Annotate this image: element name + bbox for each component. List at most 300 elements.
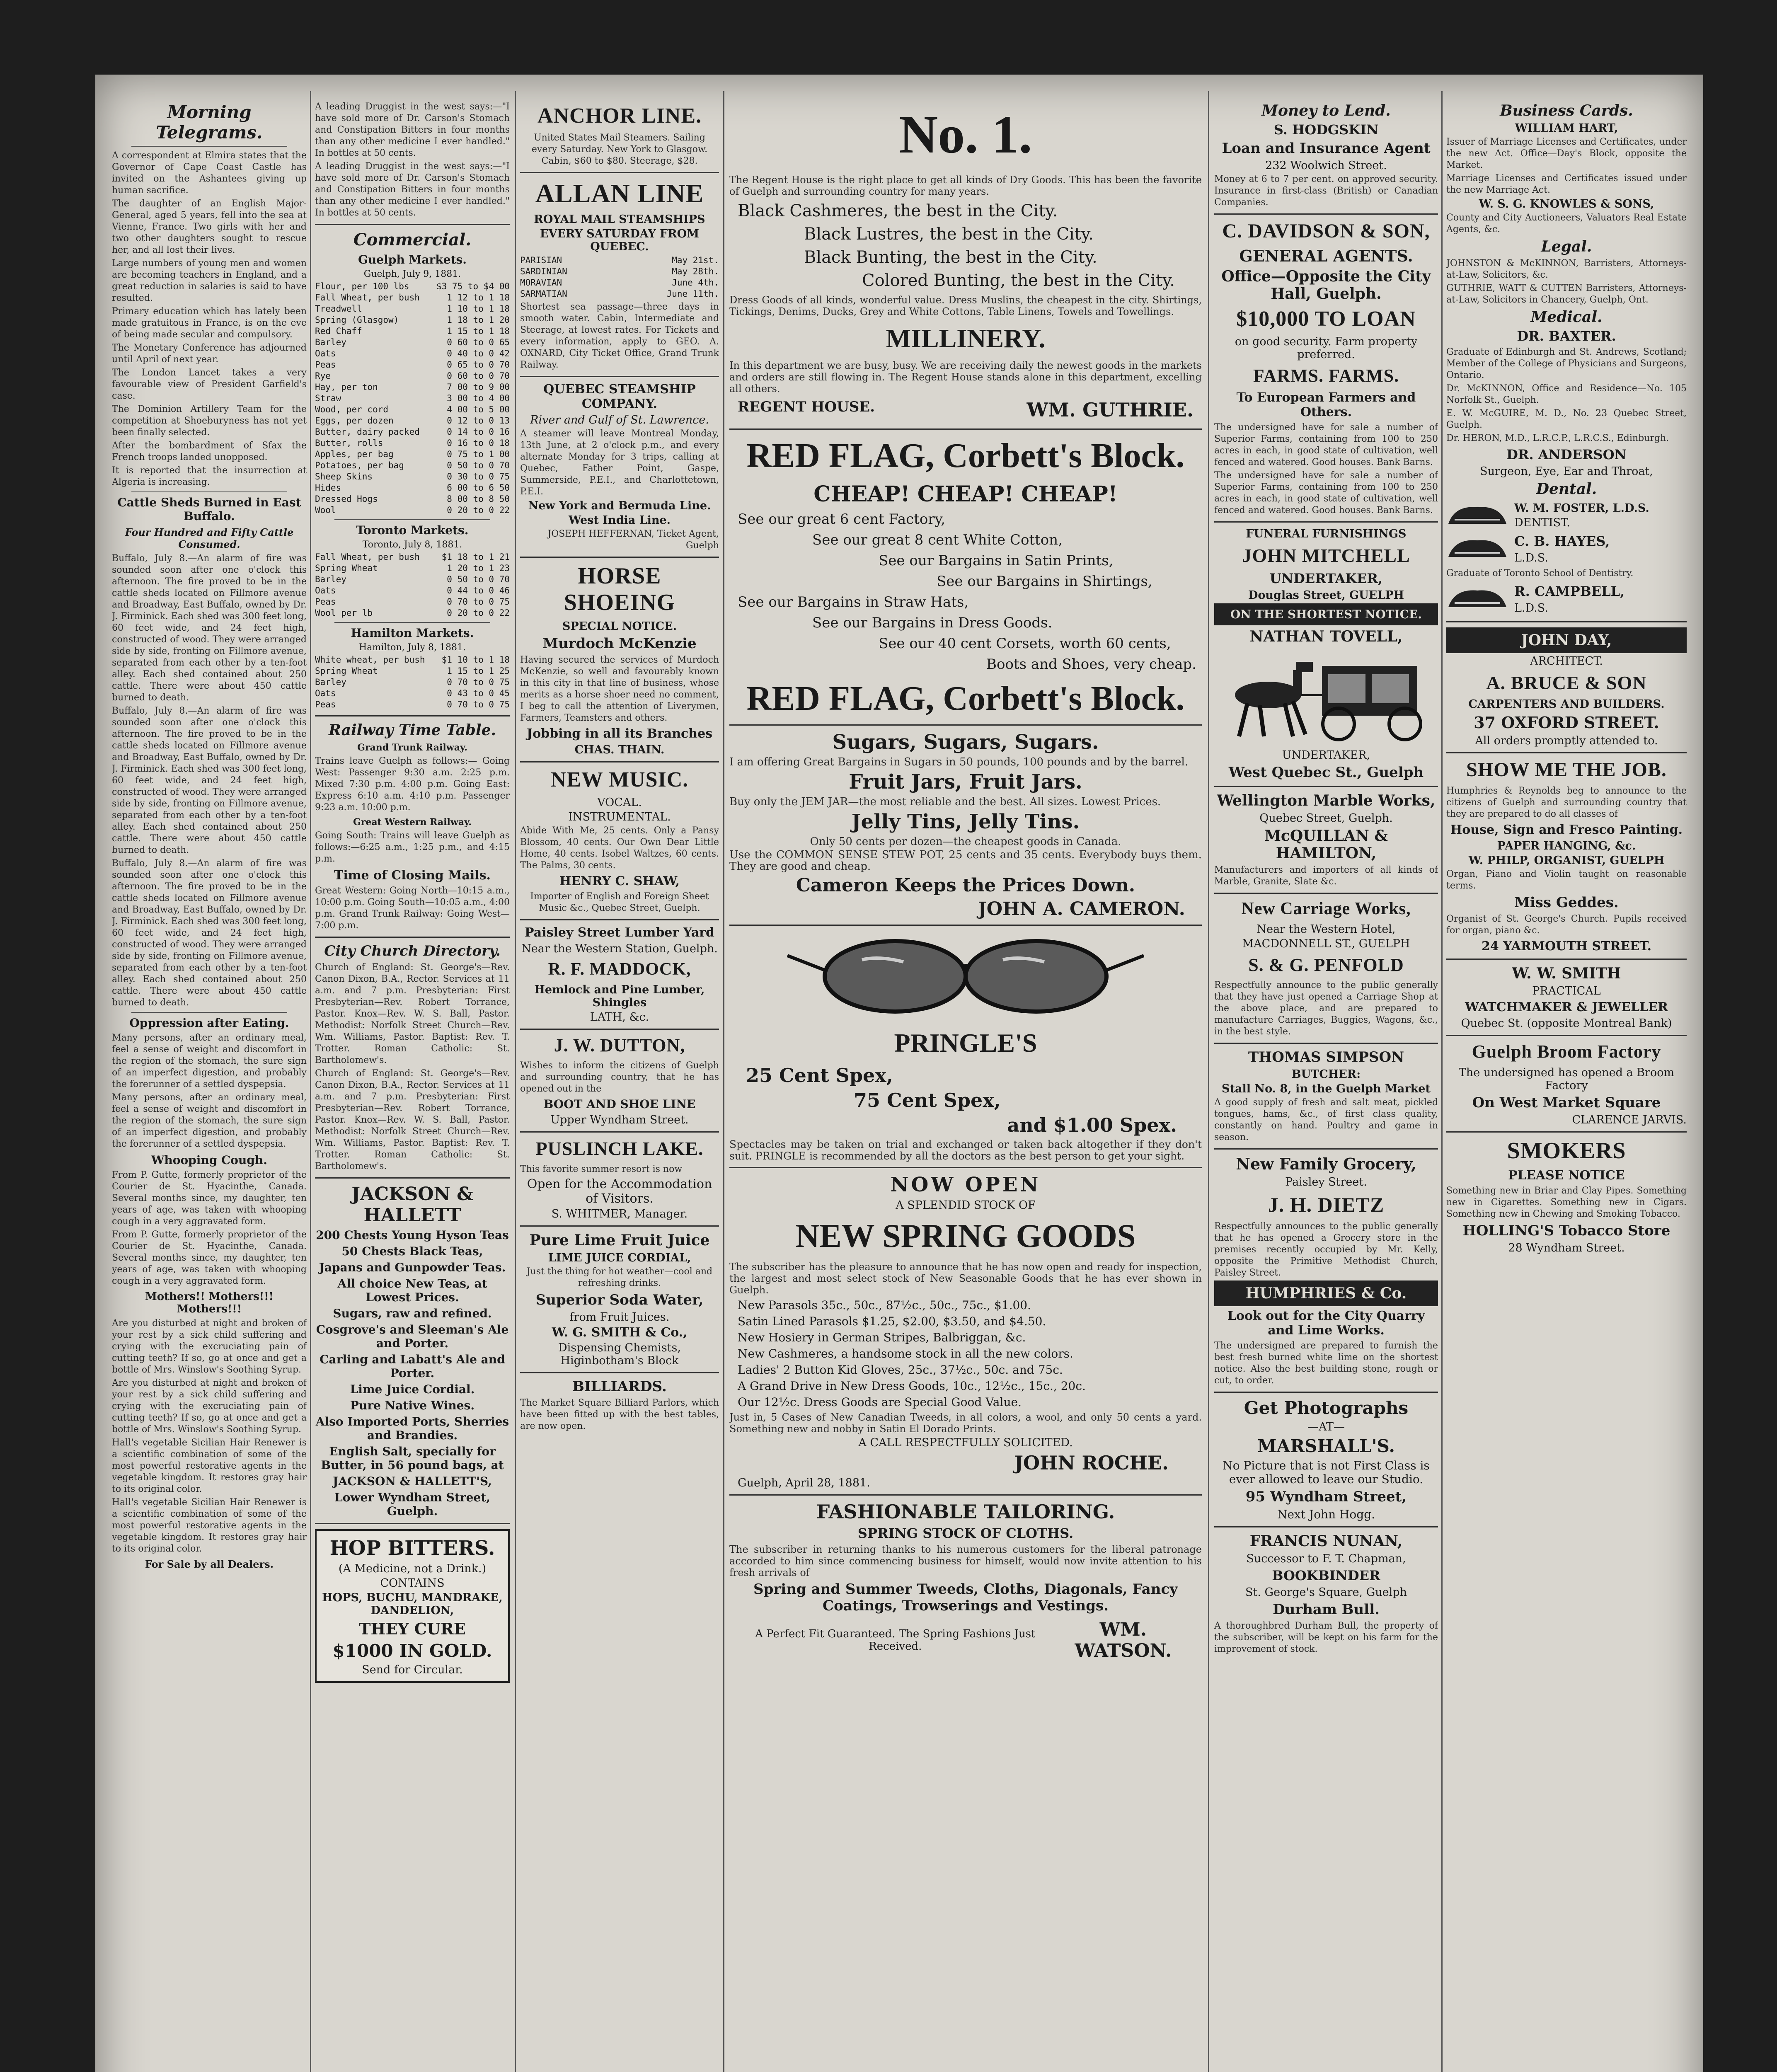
philp-name: W. PHILP, ORGANIST, GUELPH <box>1468 854 1665 867</box>
geddes-text: Organist of St. George's Church. Pupils received for organ, piano &c. <box>1446 914 1687 936</box>
anchor-line-title: ANCHOR LINE. <box>537 104 702 128</box>
market-row <box>315 292 510 303</box>
market-row <box>315 654 510 666</box>
see-line: See our Bargains in Dress Goods. <box>812 615 1053 631</box>
day-name: JOHN DAY, <box>1521 632 1612 649</box>
house-painting: House, Sign and Fresco Painting. <box>1450 823 1683 837</box>
ship-row <box>520 277 719 288</box>
maddock-sub: Hemlock and Pine Lumber, Shingles <box>534 983 705 1009</box>
news-item: It is reported that the insurrection at Algeria is increasing. <box>112 465 307 487</box>
market-row-value: 1 18 to 1 20 <box>447 315 510 325</box>
marble-addr: Quebec Street, Guelph. <box>1259 812 1393 825</box>
footer-note: For Sale by all Dealers. <box>145 1558 274 1570</box>
market-row <box>315 359 510 370</box>
farms-text: The undersigned have for sale a number of Superior Farms, containing from 100 to 250 acres in each, in good state of cultivation, well fenced and watered. Good houses. Bank Barns. <box>1214 422 1438 467</box>
red-flag-title: RED FLAG, Corbett's Block. <box>746 679 1185 718</box>
cameron-name: JOHN A. CAMERON. <box>978 898 1185 920</box>
divider <box>131 1012 287 1013</box>
francis-addr: St. George's Square, Guelph <box>1245 1586 1407 1599</box>
pringle-title: PRINGLE'S <box>894 1028 1037 1058</box>
divider <box>520 1372 719 1373</box>
ship-row-value: May 21st. <box>672 255 719 265</box>
hogg: Next John Hogg. <box>1277 1508 1375 1521</box>
market-row <box>315 449 510 460</box>
splendid: A SPLENDID STOCK OF <box>896 1199 1036 1212</box>
column-dry-goods <box>729 99 1202 1664</box>
divider <box>520 761 719 762</box>
bookbinder: BOOKBINDER <box>1272 1568 1380 1583</box>
loan-amount-sub: on good security. Farm property preferred. <box>1235 335 1418 361</box>
market-row-value: 0 75 to 1 00 <box>447 449 510 459</box>
market-row <box>315 574 510 585</box>
market-row <box>315 303 510 315</box>
please-notice: PLEASE NOTICE <box>1508 1168 1625 1183</box>
divider <box>520 1029 719 1030</box>
tovell-name: NATHAN TOVELL, <box>1249 628 1403 645</box>
column-agents <box>1214 99 1438 1657</box>
spring-goods-title: NEW SPRING GOODS <box>795 1218 1136 1254</box>
horse-shoeing-title: HORSE SHOEING <box>564 563 675 615</box>
ship-row <box>520 266 719 277</box>
jh-line: Lower Wyndham Street, Guelph. <box>334 1491 490 1518</box>
news-item: After the bombardment of Sfax the French troops landed unopposed. <box>112 441 307 462</box>
johnston-text: JOHNSTON & McKINNON, Barristers, Attorneys-at-Law, Solicitors, &c. <box>1446 258 1687 280</box>
divider <box>315 224 510 225</box>
market-row-label: Apples, per bag <box>315 449 394 459</box>
article-body: Many persons, after an ordinary meal, feel a sense of weight and discomfort in the region of the stomach, the sure sign of an imperfect digestion, and probably the forerunner of a settled dyspepsia. <box>112 1092 307 1149</box>
spex-75: 75 Cent Spex, <box>854 1089 1001 1111</box>
market-row-value: $1 10 to 1 18 <box>441 655 510 665</box>
section-title: Railway Time Table. <box>328 721 496 739</box>
market-row <box>315 677 510 688</box>
jars-title: Fruit Jars, Fruit Jars. <box>849 770 1082 794</box>
geddes-name: Miss Geddes. <box>1514 894 1619 911</box>
hop-title: HOP BITTERS. <box>329 1537 495 1560</box>
market-row-value: 0 40 to 0 42 <box>447 349 510 358</box>
divider <box>520 376 719 377</box>
section-title: City Church Directory. <box>324 943 501 959</box>
practical: PRACTICAL <box>1532 985 1601 997</box>
chas-thain: CHAS. THAIN. <box>574 743 665 756</box>
lime-text: Just the thing for hot weather—cool and refreshing drinks. <box>526 1266 713 1288</box>
news-item: Primary education which has lately been made gratuitous in France, is on the eve of being made secular and compulsory. <box>112 306 307 340</box>
smith-name: W. G. SMITH & Co., <box>552 1325 688 1340</box>
farms-title: FARMS. FARMS. <box>1253 366 1399 386</box>
market-row-value: 7 00 to 9 00 <box>447 382 510 392</box>
news-item: The London Lancet takes a very favourable view of President Garfield's case. <box>112 368 307 401</box>
jars-text: Buy only the JEM JAR—the most reliable and the best. All sizes. Lowest Prices. <box>729 796 1161 808</box>
carriage-addr: MACDONNELL ST., GUELPH <box>1242 937 1410 950</box>
ship-row-value: June 4th. <box>672 278 719 288</box>
market-row <box>315 326 510 337</box>
market-row <box>315 608 510 619</box>
column-business-cards <box>1446 99 1687 1256</box>
section-title: Morning Telegrams. <box>156 102 263 143</box>
column-rule <box>515 91 516 2072</box>
marble-title: Wellington Marble Works, <box>1217 792 1436 809</box>
general-agents: GENERAL AGENTS. <box>1239 247 1413 265</box>
durham-text: A thoroughbred Durham Bull, the property of the subscriber, will be kept on his farm for the improvement of stock. <box>1214 1621 1438 1654</box>
regent-line: Colored Bunting, the best in the City. <box>862 271 1175 290</box>
market-row-label: Barley <box>315 574 346 584</box>
spring-more: Just in, 5 Cases of New Canadian Tweeds, in all colors, a wool, and only 50 cents a yard. Something new and nobby in Satin El Dorado Prints. <box>729 1411 1202 1435</box>
hayes-card <box>1446 531 1687 566</box>
see-line: See our Bargains in Straw Hats, <box>738 594 969 610</box>
market-row <box>315 585 510 596</box>
puslinch-text: This favorite summer resort is now <box>520 1164 683 1174</box>
hop-sub: (A Medicine, not a Drink.) <box>338 1562 487 1575</box>
divider <box>315 1523 510 1524</box>
market-row <box>315 281 510 292</box>
hop-contains: CONTAINS <box>380 1577 445 1590</box>
spring-line: New Hosiery in German Stripes, Balbriggan, &c. <box>738 1331 1026 1344</box>
divider <box>1214 1043 1438 1044</box>
spring-line: Our 12½c. Dress Goods are Special Good Value. <box>738 1395 1022 1409</box>
market-row-label: Wool <box>315 505 336 515</box>
foster-name: W. M. FOSTER, L.D.S. <box>1514 502 1649 515</box>
teeth-icon <box>1446 586 1508 611</box>
article-body: From P. Gutte, formerly proprietor of the Courier de St. Hyacinthe, Canada. Several months since, my daughter, ten years of age, was taken with whooping cough in a very aggravated form. <box>112 1170 307 1227</box>
market-row-label: Peas <box>315 360 336 370</box>
marshall-name: MARSHALL'S. <box>1257 1436 1395 1456</box>
hop-bitters-ad <box>315 1529 510 1683</box>
call-solicited: A CALL RESPECTFULLY SOLICITED. <box>858 1436 1073 1449</box>
allan-text: Shortest sea passage—three days in smooth water. Cabin, Intermediate and Steerage, at lowest rates. For Tickets and every information, apply to GEO. A. OXNARD, City Ticket Office, Grand Trunk Railway. <box>520 302 719 370</box>
market-row-value: 3 00 to 4 00 <box>447 393 510 403</box>
heron-text: Dr. HERON, M.D., L.R.C.P., L.R.C.S., Edinburgh. <box>1446 433 1669 443</box>
penfold-text: Respectfully announce to the public generally that they have just opened a Carriage Shop at the above place, and are prepared to manufacture Carriages, Buggies, Wagons, &c., in the best style. <box>1214 980 1438 1037</box>
market-row-value: 0 12 to 0 13 <box>447 416 510 426</box>
mcquillan-name: McQUILLAN & HAMILTON, <box>1264 827 1388 862</box>
loan-text: Money at 6 to 7 per cent. on approved security. Insurance in first-class (British) or Canadian Companies. <box>1214 174 1438 208</box>
regent-line: Black Bunting, the best in the City. <box>804 248 1097 267</box>
market-row-value: $1 18 to 1 21 <box>441 552 510 562</box>
divider <box>1214 521 1438 523</box>
divider <box>1214 1526 1438 1527</box>
church-text: Church of England: St. George's—Rev. Canon Dixon, B.A., Rector. Services at 11 a.m. and 7 p.m. Presbyterian: First Presbyterian—Rev. Robert Torrance, Pastor. Knox—Rev. W. S. Ball, Pastor. Methodist: Norfolk Street Church—Rev. Wm. Williams, Pastor. Baptist: Rev. T. Trotter. Roman Catholic: St. Bartholomew's. <box>315 1068 510 1172</box>
jh-line: Pure Native Wines. <box>350 1399 475 1412</box>
special-notice: SPECIAL NOTICE. <box>562 620 677 633</box>
jobbing: Jobbing in all its Branches <box>526 726 713 741</box>
campbell-sub: L.D.S. <box>1514 602 1548 615</box>
soda-title: Superior Soda Water, <box>535 1292 704 1308</box>
jackson-hallett-ad <box>315 1228 510 1518</box>
market-row-label: Peas <box>315 597 336 607</box>
jelly-title: Jelly Tins, Jelly Tins. <box>851 810 1080 833</box>
article-subhead: Four Hundred and Fifty Cattle Consumed. <box>125 526 294 550</box>
stall-text: A good supply of fresh and salt meat, pickled tongues, hams, &c., of first class quality, constantly on hand. Poultry and game in season. <box>1214 1097 1438 1143</box>
market-row-label: Dressed Hogs <box>315 494 378 504</box>
divider <box>1446 1131 1687 1133</box>
divider <box>1214 893 1438 894</box>
market-row-value: 0 70 to 0 75 <box>447 700 510 709</box>
market-row <box>315 382 510 393</box>
photos-at: —AT— <box>1307 1421 1345 1433</box>
divider <box>520 919 719 920</box>
bruce-text: All orders promptly attended to. <box>1475 734 1658 747</box>
bermuda-line: New York and Bermuda Line. <box>528 499 711 512</box>
simpson-butcher: BUTCHER: <box>1291 1068 1361 1081</box>
tailoring-title: FASHIONABLE TAILORING. <box>816 1501 1115 1523</box>
ship-row-label: SARDINIAN <box>520 266 567 276</box>
article-body: Many persons, after an ordinary meal, feel a sense of weight and discomfort in the region of the stomach, the sure sign of an imperfect digestion, and probably the forerunner of a settled dyspepsia. <box>112 1033 307 1089</box>
market-row <box>315 688 510 699</box>
hayes-sub: L.D.S. <box>1514 552 1548 564</box>
foster-card <box>1446 500 1687 531</box>
wsmith-name: W. W. SMITH <box>1512 965 1621 982</box>
tailor-text: The subscriber in returning thanks to his numerous customers for the liberal patronage accorded to him since commencing business for himself, would now invite attention to his fresh arrivals of <box>729 1544 1202 1578</box>
billiards-text: The Market Square Billiard Parlors, which have been fitted up with the best tables, are now open. <box>520 1398 719 1431</box>
broom-title: Guelph Broom Factory <box>1472 1041 1661 1062</box>
market-row-value: 0 30 to 0 75 <box>447 472 510 482</box>
paper-hanging: PAPER HANGING, &c. <box>1497 840 1636 852</box>
divider <box>729 925 1202 926</box>
market-row-value: 0 44 to 0 46 <box>447 586 510 595</box>
ships-table <box>520 255 719 300</box>
watson-name: WM. WATSON. <box>1075 1619 1172 1661</box>
hearse-icon <box>1223 649 1430 745</box>
millinery-title: MILLINERY. <box>886 324 1046 353</box>
spex-text: Spectacles may be taken on trial and exchanged or taken back altogether if they don't suit. PRINGLE is recommended by all the doctors as the best person to get your sight. <box>729 1138 1202 1162</box>
cloths-title: SPRING STOCK OF CLOTHS. <box>857 1525 1074 1541</box>
guthrie-text: GUTHRIE, WATT & CUTTEN Barristers, Attorneys-at-Law, Solicitors in Chancery, Guelph, Ont. <box>1446 283 1687 305</box>
mitchell-name: JOHN MITCHELL <box>1242 545 1410 566</box>
divider <box>729 724 1202 726</box>
market-row-value: $3 75 to $4 00 <box>436 281 510 291</box>
fit-guaranteed: A Perfect Fit Guaranteed. The Spring Fashions Just Received. <box>755 1628 1036 1653</box>
church-text: Church of England: St. George's—Rev. Canon Dixon, B.A., Rector. Services at 11 a.m. and 7 p.m. Presbyterian: First Presbyterian—Rev. Robert Torrance, Pastor. Knox—Rev. W. S. Ball, Pastor. Methodist: Norfolk Street Church—Rev. Wm. Williams, Pastor. Baptist: Rev. T. Trotter. Roman Catholic: St. Bartholomew's. <box>315 962 510 1065</box>
tweeds: Spring and Summer Tweeds, Cloths, Diagonals, Fancy Coatings, Trowserings and Vestings. <box>753 1581 1178 1614</box>
shortest-notice-text: ON THE SHORTEST NOTICE. <box>1230 608 1422 621</box>
durham-title: Durham Bull. <box>1273 1601 1380 1618</box>
market-date: Guelph, July 9, 1881. <box>363 269 461 279</box>
penfold-name: S. & G. PENFOLD <box>1248 955 1404 975</box>
article-body: Buffalo, July 8.—An alarm of fire was sounded soon after one o'clock this afternoon. The fire proved to be in the cattle sheds located on Fillmore avenue and Broadway, East Buffalo, owned by Dr. J. Firminick. Each shed was 300 feet long, 60 feet wide, and 24 feet high, constructed of wood. They were arranged side by side, fronting on Fillmore avenue, separated from each other by a ten-foot alley. Each shed contained about 250 cattle. There were about 450 cattle burned to death. <box>112 553 307 703</box>
knowles-text: County and City Auctioneers, Valuators Real Estate Agents, &c. <box>1446 213 1687 235</box>
bitters-ad: A leading Druggist in the west says:—"I have sold more of Dr. Carson's Stomach and Constipation Bitters in four months than any other medicine I ever handled." In bottles at 50 cents. <box>315 161 510 218</box>
jh-line: Carling and Labatt's Ale and Porter. <box>320 1353 505 1380</box>
puslinch-open: Open for the Accommodation of Visitors. <box>527 1177 712 1206</box>
jh-line: Lime Juice Cordial. <box>350 1382 475 1396</box>
teeth-icon <box>1446 536 1508 561</box>
agent: JOSEPH HEFFERNAN, Ticket Agent, Guelph <box>547 529 719 551</box>
see-line: See our Bargains in Satin Prints, <box>879 552 1114 569</box>
market-row <box>315 426 510 438</box>
day-banner <box>1446 627 1687 653</box>
jh-line: English Salt, specially for Butter, in 56 pound bags, at <box>321 1445 504 1472</box>
regent-signature <box>729 396 1202 424</box>
allan-sailing: EVERY SATURDAY FROM QUEBEC. <box>540 228 700 253</box>
knowles-name: W. S. G. KNOWLES & SONS, <box>1479 198 1654 211</box>
market-row-value: 0 60 to 0 70 <box>447 371 510 381</box>
bruce-sub: CARPENTERS AND BUILDERS. <box>1468 698 1665 711</box>
market-row-label: Fall Wheat, per bush <box>315 293 420 303</box>
divider <box>1214 1148 1438 1150</box>
section-title: Business Cards. <box>1500 102 1633 119</box>
spring-line: New Cashmeres, a handsome stock in all the new colors. <box>738 1347 1073 1360</box>
market-row-label: Rye <box>315 371 331 381</box>
jh-line: JACKSON & HALLETT'S, <box>333 1474 492 1488</box>
spring-line: A Grand Drive in New Dress Goods, 10c., 12½c., 15c., 20c. <box>738 1379 1086 1393</box>
hop-gold: $1000 IN GOLD. <box>332 1641 492 1661</box>
article-body: Buffalo, July 8.—An alarm of fire was sounded soon after one o'clock this afternoon. The fire proved to be in the cattle sheds located on Fillmore avenue and Broadway, East Buffalo, owned by Dr. J. Firminick. Each shed was 300 feet long, 60 feet wide, and 24 feet high, constructed of wood. They were arranged side by side, fronting on Fillmore avenue, separated from each other by a ten-foot alley. Each shed contained about 250 cattle. There were about 450 cattle burned to death. <box>112 858 307 1008</box>
column-rule <box>310 91 311 2072</box>
west-market: On West Market Square <box>1472 1094 1661 1111</box>
market-table-hamilton <box>315 654 510 710</box>
humphries-banner <box>1214 1280 1438 1306</box>
humphries-text: The undersigned are prepared to furnish the best fresh burned white lime on the shortest notice. Also the best building stone, rough or cut, to order. <box>1214 1341 1438 1386</box>
divider <box>1214 786 1438 787</box>
anderson-sub: Surgeon, Eye, Ear and Throat, <box>1480 465 1653 478</box>
bitters-ad: A leading Druggist in the west says:—"I have sold more of Dr. Carson's Stomach and Constipation Bitters in four months than any other medicine I ever handled." In bottles at 50 cents. <box>315 102 510 158</box>
no1-title: No. 1. <box>899 105 1032 165</box>
dutton-name: J. W. DUTTON, <box>554 1035 685 1055</box>
ship-row-value: May 28th. <box>672 266 719 276</box>
licenses-text: Marriage Licenses and Certificates issued under the new Marriage Act. <box>1446 173 1687 195</box>
humph-reyn-text: Humphries & Reynolds beg to announce to the citizens of Guelph and surrounding country that they are prepared to do all classes of <box>1446 786 1687 819</box>
sugars-text: I am offering Great Bargains in Sugars in 50 pounds, 100 pounds and by the barrel. <box>729 756 1189 768</box>
column-markets <box>315 99 510 1683</box>
divider <box>131 146 287 147</box>
market-row-label: Barley <box>315 677 346 687</box>
column-rule <box>723 91 724 2072</box>
market-row-label: Hides <box>315 483 341 493</box>
quebec-title: QUEBEC STEAMSHIP COMPANY. <box>543 382 696 411</box>
divider <box>1446 959 1687 960</box>
allan-line-title: ALLAN LINE <box>535 179 704 208</box>
news-item: The daughter of an English Major-General, aged 5 years, fell into the sea at Vienne, France. Two girls with her and two other daughters sought to rescue her, and all lost their lives. <box>112 198 307 255</box>
see-line: See our great 8 cent White Cotton, <box>812 532 1063 548</box>
market-row-label: Flour, per 100 lbs <box>315 281 409 291</box>
market-row-label: Eggs, per dozen <box>315 416 394 426</box>
campbell-name: R. CAMPBELL, <box>1514 583 1625 599</box>
market-row-value: 0 20 to 0 22 <box>447 608 510 618</box>
article-body: From P. Gutte, formerly proprietor of the Courier de St. Hyacinthe, Canada. Several months since, my daughter, ten years of age, was taken with whooping cough in a very aggravated form. <box>112 1230 307 1286</box>
philp-text: Organ, Piano and Violin taught on reasonable terms. <box>1446 869 1687 891</box>
grocery-addr: Paisley Street. <box>1285 1176 1367 1188</box>
article-body: Hall's vegetable Sicilian Hair Renewer is a scientific combination of some of the most powerful restorative agents in the vegetable kingdom. It restores gray hair to its original color. <box>112 1438 307 1494</box>
divider <box>520 557 719 558</box>
market-row <box>315 494 510 505</box>
market-row-value: 0 65 to 0 70 <box>447 360 510 370</box>
market-table-guelph <box>315 281 510 516</box>
bruce-name: A. BRUCE & SON <box>1486 672 1647 693</box>
mitchell-addr: Douglas Street, GUELPH <box>1248 589 1404 602</box>
funeral-furnishings: FUNERAL FURNISHINGS <box>1246 528 1407 540</box>
hayes-text: Graduate of Toronto School of Dentistry. <box>1446 568 1634 579</box>
jelly-text: Only 50 cents per dozen—the cheapest goods in Canada. <box>810 835 1121 848</box>
music-title: NEW MUSIC. <box>550 768 689 792</box>
watson-signature <box>729 1617 1202 1664</box>
music-instrumental: INSTRUMENTAL. <box>568 811 671 823</box>
maddock-lath: LATH, &c. <box>590 1011 649 1024</box>
article-body: Buffalo, July 8.—An alarm of fire was sounded soon after one o'clock this afternoon. The fire proved to be in the cattle sheds located on Fillmore avenue and Broadway, East Buffalo, owned by Dr. J. Firminick. Each shed was 300 feet long, 60 feet wide, and 24 feet high, constructed of wood. They were arranged side by side, fronting on Fillmore avenue, separated from each other by a ten-foot alley. Each shed contained about 250 cattle. There were about 450 cattle burned to death. <box>112 706 307 855</box>
railway-sub: Great Western Railway. <box>353 817 472 828</box>
news-item: Large numbers of young men and women are becoming teachers in England, and a great reduction in salaries is said to have resulted. <box>112 258 307 303</box>
market-row-value: 1 15 to 1 25 <box>447 666 510 676</box>
hart-name: WILLIAM HART, <box>1515 122 1618 135</box>
column-rule <box>1441 91 1443 2072</box>
divider <box>1446 752 1687 753</box>
divider <box>315 715 510 716</box>
divider <box>334 622 490 623</box>
market-row-value: 6 00 to 6 50 <box>447 483 510 493</box>
jh-line: 50 Chests Black Teas, <box>341 1244 483 1258</box>
bruce-addr: 37 OXFORD STREET. <box>1474 713 1659 732</box>
marble-text: Manufacturers and importers of all kinds of Marble, Granite, Slate &c. <box>1214 865 1438 887</box>
dietz-text: Respectfully announces to the public generally that he has opened a Grocery store in the premises recently occupied by Mr. Kelly, opposite the Primitive Methodist Church, Paisley Street. <box>1214 1221 1438 1278</box>
article-headline: Mothers!! Mothers!!! Mothers!!! <box>145 1290 274 1315</box>
market-row-label: Spring (Glasgow) <box>315 315 399 325</box>
jh-line: Cosgrove's and Sleeman's Ale and Porter. <box>316 1323 509 1350</box>
maddock-name: R. F. MADDOCK, <box>548 960 691 979</box>
divider <box>729 1494 1202 1496</box>
grocery-title: New Family Grocery, <box>1236 1155 1416 1173</box>
market-row-label: Wool per lb <box>315 608 373 618</box>
newspaper-page <box>95 75 1703 2072</box>
millinery-text: In this department we are busy, busy. We are receiving daily the newest goods in the markets and orders are still flowing in. The Regent House stands alone in this department, excelling all others. <box>729 360 1202 395</box>
cheap-title: CHEAP! CHEAP! CHEAP! <box>813 482 1118 507</box>
news-item: The Dominion Artillery Team for the competition at Shoeburyness has not yet been finally selected. <box>112 404 307 438</box>
humphries-name: HUMPHRIES & Co. <box>1245 1285 1407 1302</box>
soda-sub: from Fruit Juices. <box>569 1311 670 1324</box>
mcguire-text: E. W. McGUIRE, M. D., No. 23 Quebec Street, Guelph. <box>1446 408 1687 430</box>
puslinch-mgr: S. WHITMER, Manager. <box>551 1208 688 1220</box>
puslinch-title: PUSLINCH LAKE. <box>535 1138 704 1159</box>
allan-sub: ROYAL MAIL STEAMSHIPS <box>534 213 705 226</box>
market-row-value: 1 12 to 1 18 <box>447 293 510 303</box>
divider <box>334 519 490 520</box>
jh-line: Japans and Gunpowder Teas. <box>319 1261 506 1274</box>
teeth-icon <box>1446 503 1508 528</box>
railway-text: Going South: Trains will leave Guelph as follows:—6:25 a.m., 1:25 p.m., and 4:15 p.m. <box>315 830 510 864</box>
market-row-label: Butter, dairy packed <box>315 427 420 437</box>
market-row-label: Red Chaff <box>315 326 362 336</box>
divider <box>131 491 287 492</box>
now-open: NOW OPEN <box>890 1173 1041 1196</box>
simpson-stall: Stall No. 8, in the Guelph Market <box>1222 1082 1431 1095</box>
market-row-label: Oats <box>315 349 336 358</box>
cameron-slogan: Cameron Keeps the Prices Down. <box>796 875 1135 896</box>
wyndham: 95 Wyndham Street, <box>1245 1489 1407 1505</box>
market-row-label: Fall Wheat, per bush <box>315 552 420 562</box>
article-headline: Cattle Sheds Burned in East Buffalo. <box>117 496 301 523</box>
music-vocal: VOCAL. <box>597 796 642 809</box>
loan-agent: Loan and Insurance Agent <box>1222 140 1431 157</box>
spectacles-icon <box>779 931 1152 1022</box>
spring-text: The subscriber has the pleasure to announce that he has now open and ready for inspection, the largest and most select stock of New Seasonable Goods that he has ever shown in Guelph. <box>729 1261 1202 1296</box>
market-row-value: 0 60 to 0 65 <box>447 337 510 347</box>
anchor-text: United States Mail Steamers. Sailing every Saturday. New York to Glasgow. Cabin, $60 to $80. Steerage, $28. <box>531 133 708 166</box>
music-text: Abide With Me, 25 cents. Only a Pansy Blossom, 40 cents. Our Own Dear Little Home, 40 cents. Isobel Waltzes, 60 cents. The Palms, 30 cents. <box>520 825 719 871</box>
market-row-label: Wood, per cord <box>315 404 389 414</box>
market-row-label: Peas <box>315 700 336 709</box>
sugars-title: Sugars, Sugars, Sugars. <box>832 731 1099 754</box>
divider <box>729 1167 1202 1168</box>
market-row-label: Spring Wheat <box>315 563 378 573</box>
market-row-value: 0 50 to 0 70 <box>447 460 510 470</box>
dutton-addr: Upper Wyndham Street. <box>550 1113 689 1126</box>
lime-title: Pure Lime Fruit Juice <box>529 1232 710 1249</box>
market-row-label: Potatoes, per bag <box>315 460 404 470</box>
hop-cure: THEY CURE <box>359 1619 466 1638</box>
regent-house: REGENT HOUSE. <box>738 399 875 415</box>
paisley-sub: Near the Western Station, Guelph. <box>521 942 718 955</box>
market-title: Guelph Markets. <box>358 253 467 266</box>
market-row-label: Sheep Skins <box>315 472 373 482</box>
hop-circular: Send for Circular. <box>362 1663 463 1676</box>
baxter-name: DR. BAXTER. <box>1517 328 1616 344</box>
